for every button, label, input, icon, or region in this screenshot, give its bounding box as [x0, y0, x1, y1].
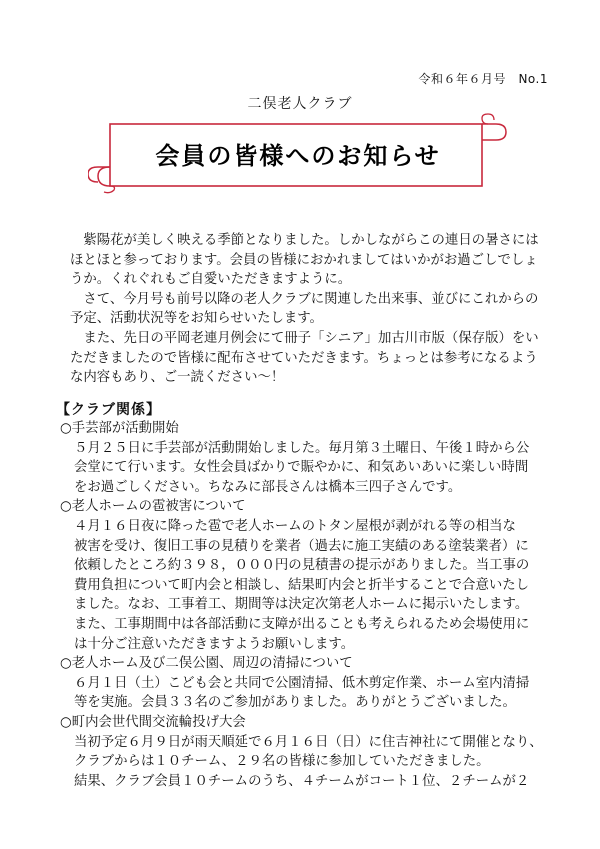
- intro-line: な内容もあり、ご一読ください～！: [70, 370, 285, 386]
- intro-line: ほとほと参っております。会員の皆様におかれましてはいかがお過ごしでしょ: [70, 252, 538, 268]
- item-line: ４月１６日夜に降った雹で老人ホームのトタン屋根が剥がれる等の相当な: [74, 518, 516, 534]
- item-line: 被害を受け、復旧工事の見積りを業者（過去に施工実績のある塗装業者）に: [74, 538, 529, 554]
- item-heading: ○老人ホームの雹被害について: [60, 499, 246, 515]
- club-items: [60, 419, 543, 791]
- item-line: は十分ご注意いただきますようお願いします。: [74, 636, 355, 652]
- item-heading: ○町内会世代間交流輪投げ大会: [60, 714, 246, 730]
- section-header: 【クラブ関係】: [56, 402, 161, 418]
- club-name: 二俣老人クラブ: [247, 96, 353, 112]
- item-line: をお過ごしください。ちなみに部長さんは橋本三四子さんです。: [74, 479, 462, 495]
- item-line: 会堂にて行います。女性会員ばかりで賑やかに、和気あいあいに楽しい時間: [74, 460, 529, 476]
- item-line: クラブからは１０チーム、２９名の皆様に参加していただきました。: [74, 754, 490, 770]
- item-line: 結果、クラブ会員１０チームのうち、４チームがコート１位、２チームが２: [74, 773, 530, 789]
- item-line: また、工事期間中は各部活動に支障が出ることも考えられるため会場使用に: [74, 616, 530, 632]
- intro-line: さて、今月号も前号以降の老人クラブに関連した出来事、並びにこれからの: [70, 291, 539, 307]
- item-line: ました。なお、工事着工、期間等は決定次第老人ホームに掲示いたします。: [74, 597, 529, 613]
- item-heading: ○老人ホーム及び二俣公園、周辺の清掃について: [60, 656, 353, 672]
- item-line: 依頼したところ約３９８，０００円の見積書の提示がありました。当工事の: [74, 558, 530, 574]
- intro-line: 紫陽花が美しく映える季節となりました。しかしながらこの連日の暑さには: [70, 233, 539, 248]
- item-heading: ○手芸部が活動開始: [60, 421, 179, 436]
- item-line: 等を実施。会員３３名のご参加がありました。ありがとうございました。: [74, 695, 516, 711]
- intro-line: 予定、活動状況等をお知らせいたします。: [70, 311, 323, 327]
- item-line: 費用負担について町内会と相談し、結果町内会と折半することで合意いたし: [74, 577, 530, 593]
- intro-line: うか。くれぐれもご自愛いただきますように。: [70, 272, 352, 288]
- intro-paragraph: [70, 231, 539, 388]
- intro-line: ただきましたので皆様に配布させていただきます。ちょっとは参考になるよう: [70, 350, 538, 366]
- intro-line: また、先日の平岡老連月例会にて冊子「シニア」加古川市版（保存版）をい: [70, 330, 539, 346]
- issue-number: 令和６年６月号 No.1: [418, 72, 548, 86]
- item-line: ５月２５日に手芸部が活動開始しました。毎月第３土曜日、午後１時から公: [74, 440, 530, 456]
- title-banner: [88, 112, 508, 200]
- item-line: ６月１日（土）こども会と共同で公園清掃、低木剪定作業、ホーム室内清掃: [74, 675, 530, 691]
- item-line: 当初予定６月９日が雨天順延で６月１６日（日）に住吉神社にて開催となり、: [74, 734, 543, 750]
- page-title: 会員の皆様へのお知らせ: [155, 142, 441, 170]
